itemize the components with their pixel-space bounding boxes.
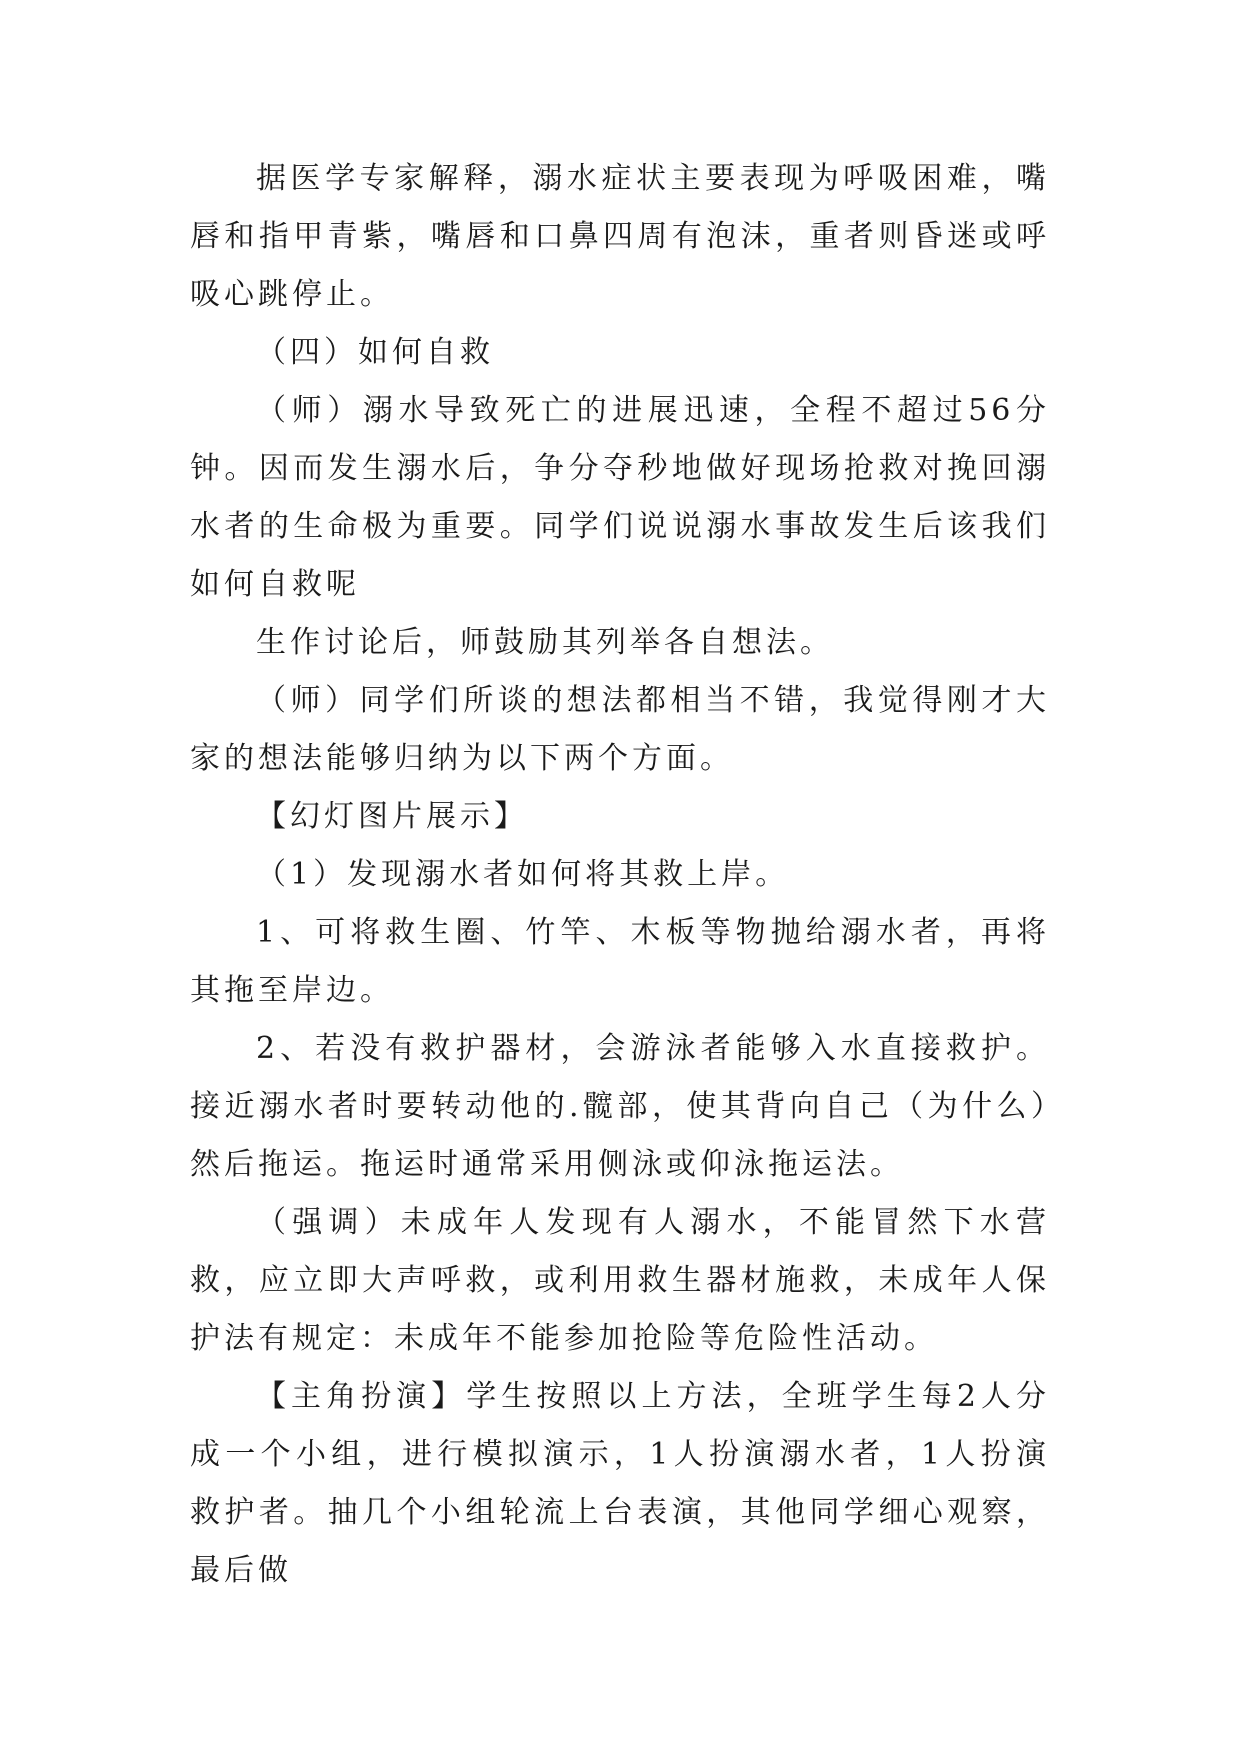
section-heading-self-rescue: （四）如何自救 xyxy=(256,335,494,370)
paragraph-teacher-rescue-speed: （师）溺水导致死亡的进展迅速，全程不超过56分钟。因而发生溺水后，争分夺秒地做好现场抢救对挽回溺水者的生命极为重要。同学们说说溺水事故发生后该我们如何自救呢 xyxy=(190,393,1050,602)
paragraph-rescue-item-1-heading: （1）发现溺水者如何将其救上岸。 xyxy=(256,857,790,892)
paragraph-slide-show-label: 【幻灯图片展示】 xyxy=(256,799,528,834)
paragraph-rescue-step-1: 1、可将救生圈、竹竿、木板等物抛给溺水者，再将其拖至岸边。 xyxy=(190,915,1050,1008)
paragraph-rescue-step-2: 2、若没有救护器材，会游泳者能够入水直接救护。接近溺水者时要转动他的.髋部，使其背向自己（为什么）然后拖运。拖运时通常采用侧泳或仰泳拖运法。 xyxy=(190,1031,1050,1182)
paragraph-teacher-summary: （师）同学们所谈的想法都相当不错，我觉得刚才大家的想法能够归纳为以下两个方面。 xyxy=(190,683,1050,776)
paragraph-student-discussion: 生作讨论后，师鼓励其列举各自想法。 xyxy=(256,625,834,660)
paragraph-symptoms: 据医学专家解释，溺水症状主要表现为呼吸困难，嘴唇和指甲青紫，嘴唇和口鼻四周有泡沫，重者则昏迷或呼吸心跳停止。 xyxy=(190,161,1050,312)
paragraph-emphasis-minors: （强调）未成年人发现有人溺水，不能冒然下水营救，应立即大声呼救，或利用救生器材施救，未成年人保护法有规定：未成年不能参加抢险等危险性活动。 xyxy=(190,1205,1050,1356)
paragraph-role-play: 【主角扮演】学生按照以上方法，全班学生每2人分成一个小组，进行模拟演示，1人扮演溺水者，1人扮演救护者。抽几个小组轮流上台表演，其他同学细心观察，最后做 xyxy=(190,1379,1050,1588)
document-body xyxy=(190,150,1050,1600)
